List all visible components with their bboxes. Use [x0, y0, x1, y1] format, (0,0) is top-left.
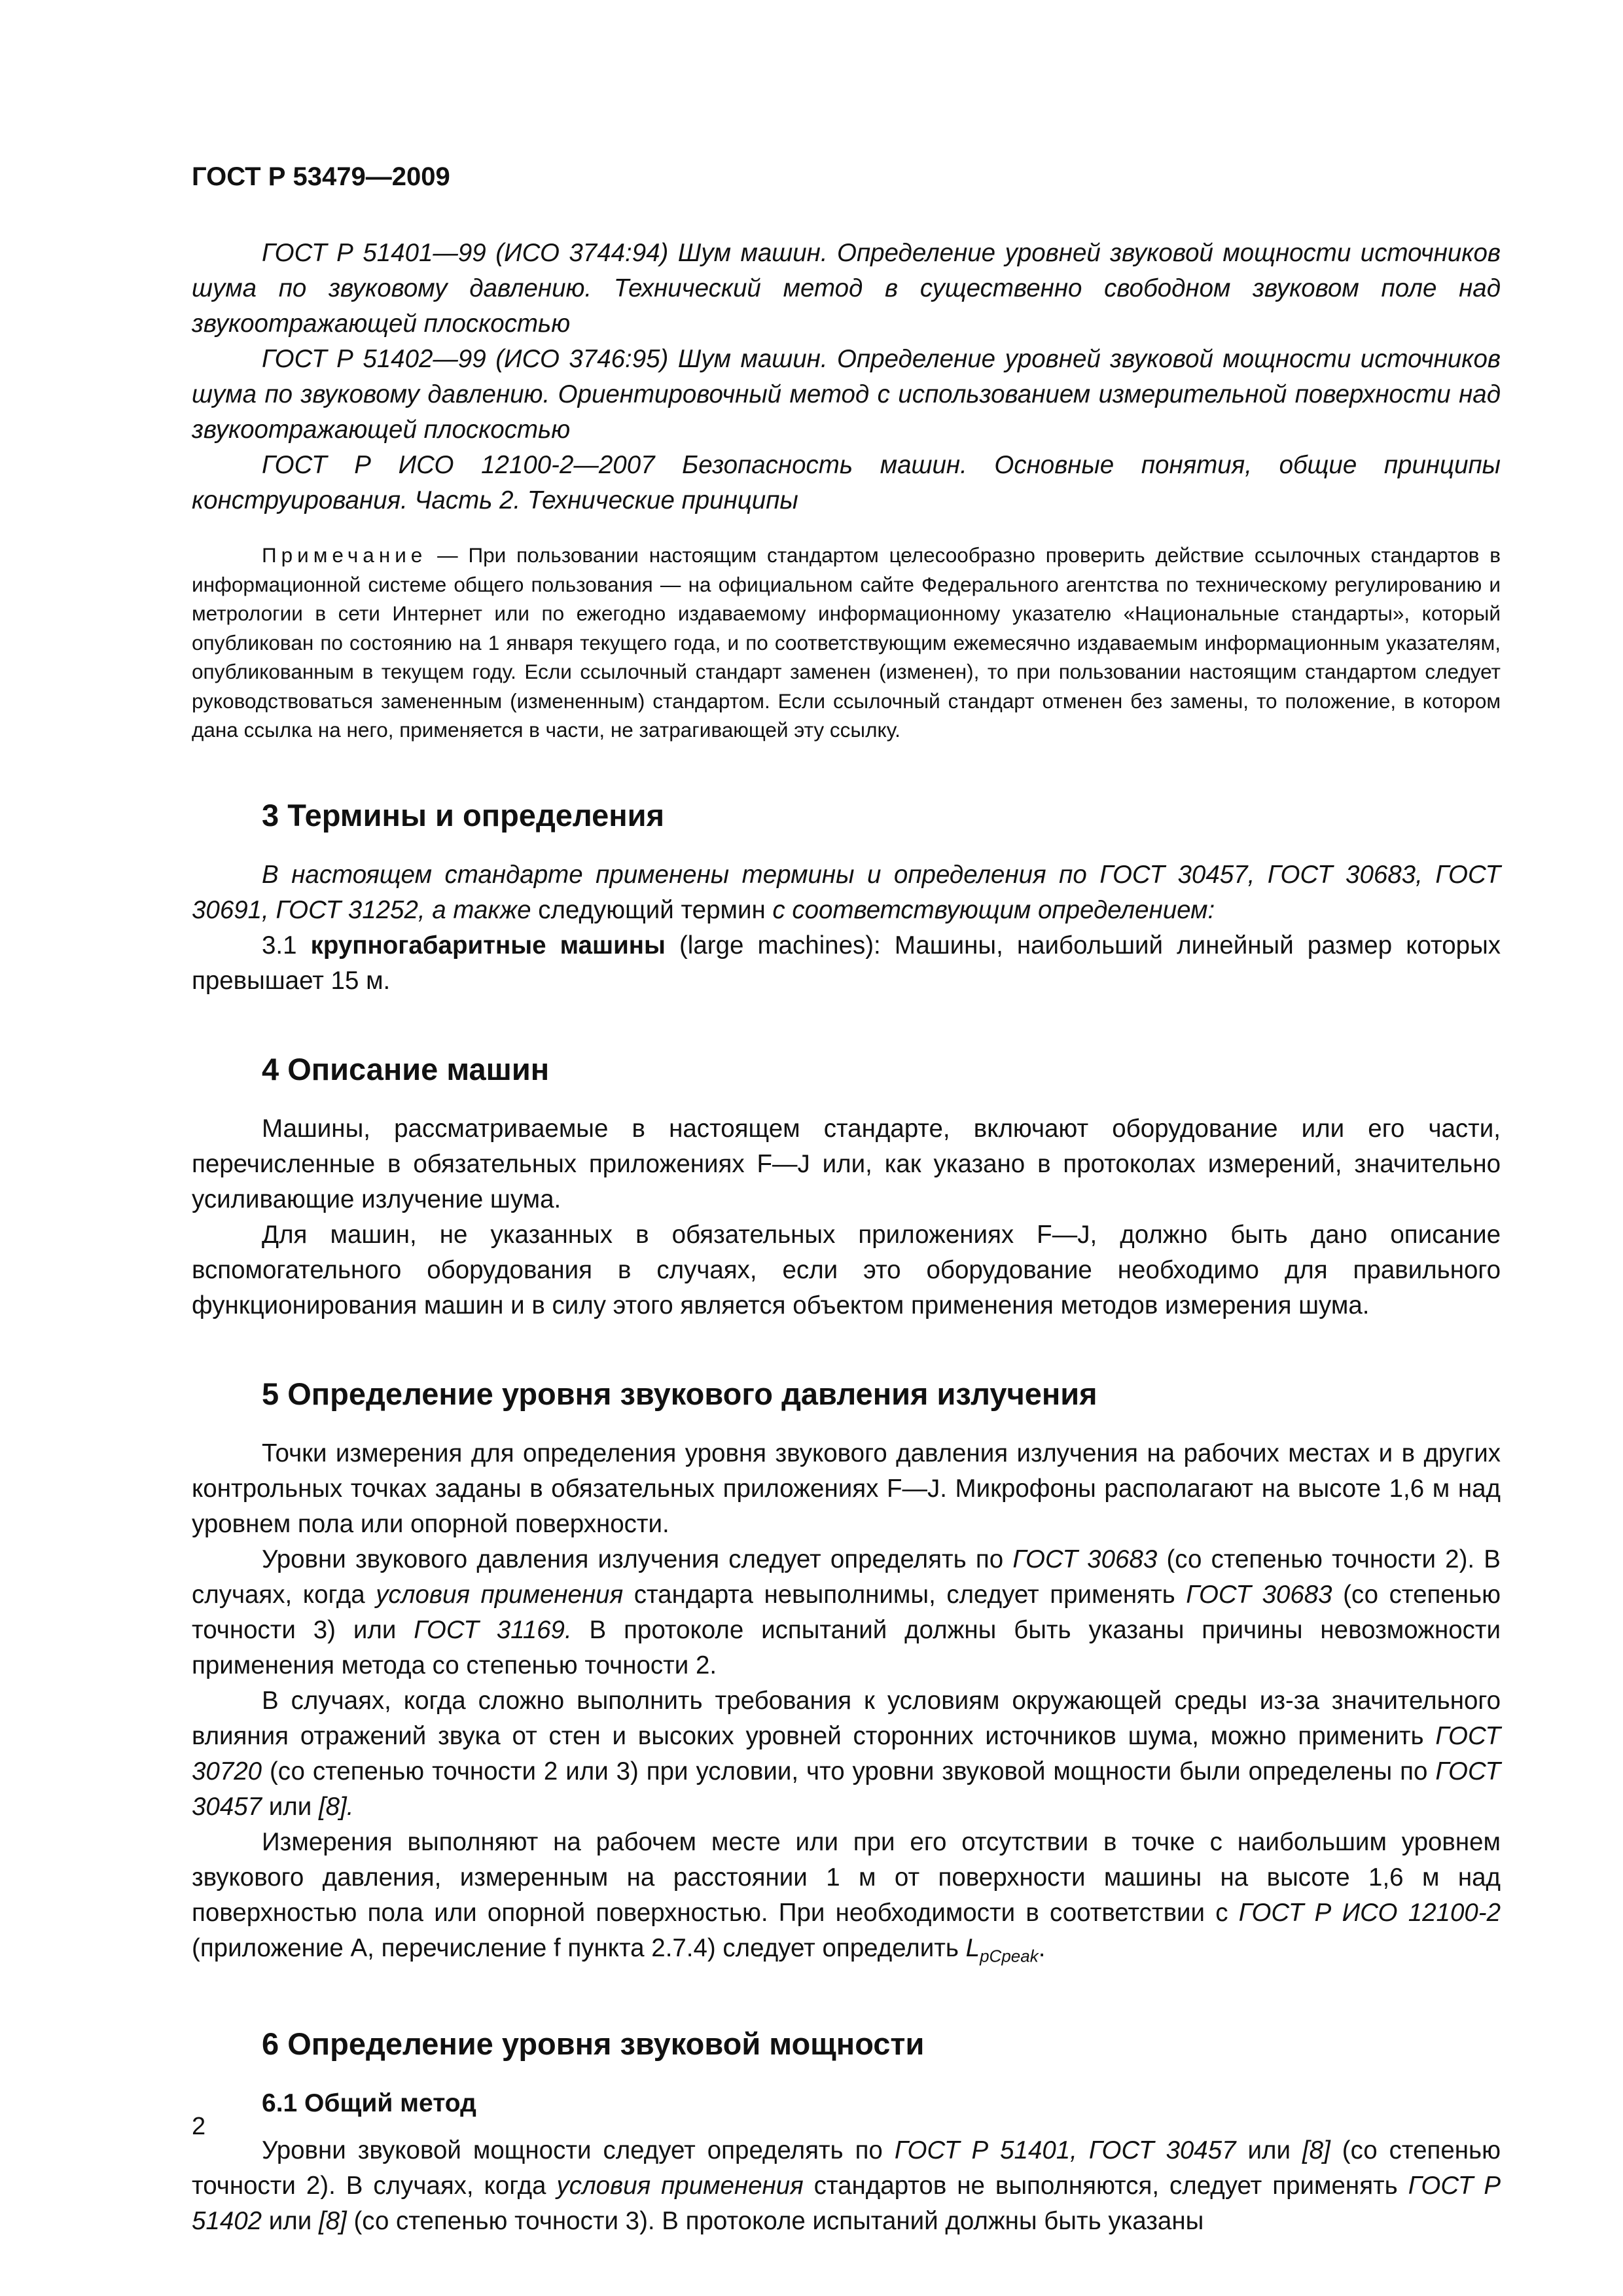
note-label: Примечание — [262, 543, 427, 567]
section-6-paragraph: Уровни звуковой мощности следует определять по ГОСТ Р 51401, ГОСТ 30457 или [8] (со степенью точности 2). В случаях, когда условия применения стандартов не выполняются, следует применять ГОСТ Р 51402 или [8] (со степенью точности 3). В протоколе испытаний должны быть указаны — [192, 2136, 1501, 2236]
section-4-paragraph: Машины, рассматриваемые в настоящем стандарте, включают оборудование или его части, перечисленные в обязательных приложениях F—J или, как указано в протоколах измерений, значительно усиливающие излучение шума. — [192, 1114, 1501, 1213]
subsection-6-1-title: 6.1 Общий метод — [262, 2089, 476, 2118]
section-5-paragraph: Точки измерения для определения уровня звукового давления излучения на рабочих местах и в других контрольных точках заданы в обязательных приложениях F—J. Микрофоны располагают на высоте 1,6 м над уровнем пола или опорной поверхности. — [192, 1439, 1501, 1538]
document-header: ГОСТ Р 53479—2009 — [192, 162, 450, 191]
note-text: — При пользовании настоящим стандартом целесообразно проверить действие ссылочных стандартов в информационной системе общего пользования — на официальном сайте Федерального агентства по техническому регулированию и метрологии в сети Интернет или по ежегодно издаваемому информационному указателю «Национальные стандарты», который опубликован по состоянию на 1 января текущего года, и по соответствующим ежемесячно издаваемым информационным указателям, опубликованным в текущем году. Если ссылочный стандарт заменен (изменен), то при пользовании настоящим стандартом следует руководствоваться замененным (измененным) стандартом. Если ссылочный стандарт отменен без замены, то положение, в котором дана ссылка на него, применяется в части, не затрагивающей эту ссылку. — [192, 543, 1501, 742]
term-name: крупногабаритные машины — [310, 931, 666, 960]
section-5-paragraph: Измерения выполняют на рабочем месте или при его отсутствии в точке с наибольшим уровнем звукового давления, измеренным на расстоянии 1 м от поверхности машины на высоте 1,6 м над поверхностью пола или опорной поверхностью. При необходимости в соответствии с ГОСТ Р ИСО 12100-2 (приложение А, перечисление f пункта 2.7.4) следует определить $L_{pCpeak}$. — [192, 1827, 1501, 1966]
reference-entry: ГОСТ Р 51402—99 (ИСО 3746:95) Шум машин. Определение уровней звуковой мощности источников шума по звуковому давлению. Ориентировочный метод с использованием измерительной поверхности над звукоотражающей плоскостью — [192, 345, 1501, 444]
reference-entry: ГОСТ Р ИСО 12100-2—2007 Безопасность машин. Основные понятия, общие принципы конструирования. Часть 2. Технические принципы — [192, 451, 1501, 514]
section-5-paragraph: Уровни звукового давления излучения следует определять по ГОСТ 30683 (со степенью точности 2). В случаях, когда условия применения стандарта невыполнимы, следует применять ГОСТ 30683 (со степенью точности 3) или ГОСТ 31169. В протоколе испытаний должны быть указаны причины невозможности применения метода со степенью точности 2. — [192, 1545, 1501, 1679]
section-3-intro: В настоящем стандарте применены термины и определения по ГОСТ 30457, ГОСТ 30683, ГОСТ 30691, ГОСТ 31252, а также следующий термин с соответствующим определением: — [192, 860, 1501, 924]
section-5-title: 5 Определение уровня звукового давления излучения — [262, 1376, 1097, 1411]
section-5-paragraph: В случаях, когда сложно выполнить требования к условиям окружающей среды из-за значительного влияния отражений звука от стен и высоких уровней сторонних источников шума, можно применить ГОСТ 30720 (со степенью точности 2 или 3) при условии, что уровни звуковой мощности были определены по ГОСТ 30457 или [8]. — [192, 1686, 1501, 1821]
section-3-title: 3 Термины и определения — [262, 797, 664, 833]
page-number: 2 — [192, 2113, 206, 2140]
section-6-title: 6 Определение уровня звуковой мощности — [262, 2026, 925, 2062]
note-paragraph — [192, 541, 1501, 745]
document-body — [192, 236, 1501, 2239]
reference-entry: ГОСТ Р 51401—99 (ИСО 3744:94) Шум машин. Определение уровней звуковой мощности источников шума по звуковому давлению. Технический метод в существенно свободном звуковом поле над звукоотражающей плоскостью — [192, 239, 1501, 338]
section-4-paragraph: Для машин, не указанных в обязательных приложениях F—J, должно быть дано описание вспомогательного оборудования в случаях, если это оборудование необходимо для правильного функционирования машин и в силу этого является объектом применения методов измерения шума. — [192, 1220, 1501, 1319]
term-3-1: 3.1 крупногабаритные машины (large machines): Машины, наибольший линейный размер которых превышает 15 м. — [192, 931, 1501, 995]
section-4-title: 4 Описание машин — [262, 1051, 550, 1086]
